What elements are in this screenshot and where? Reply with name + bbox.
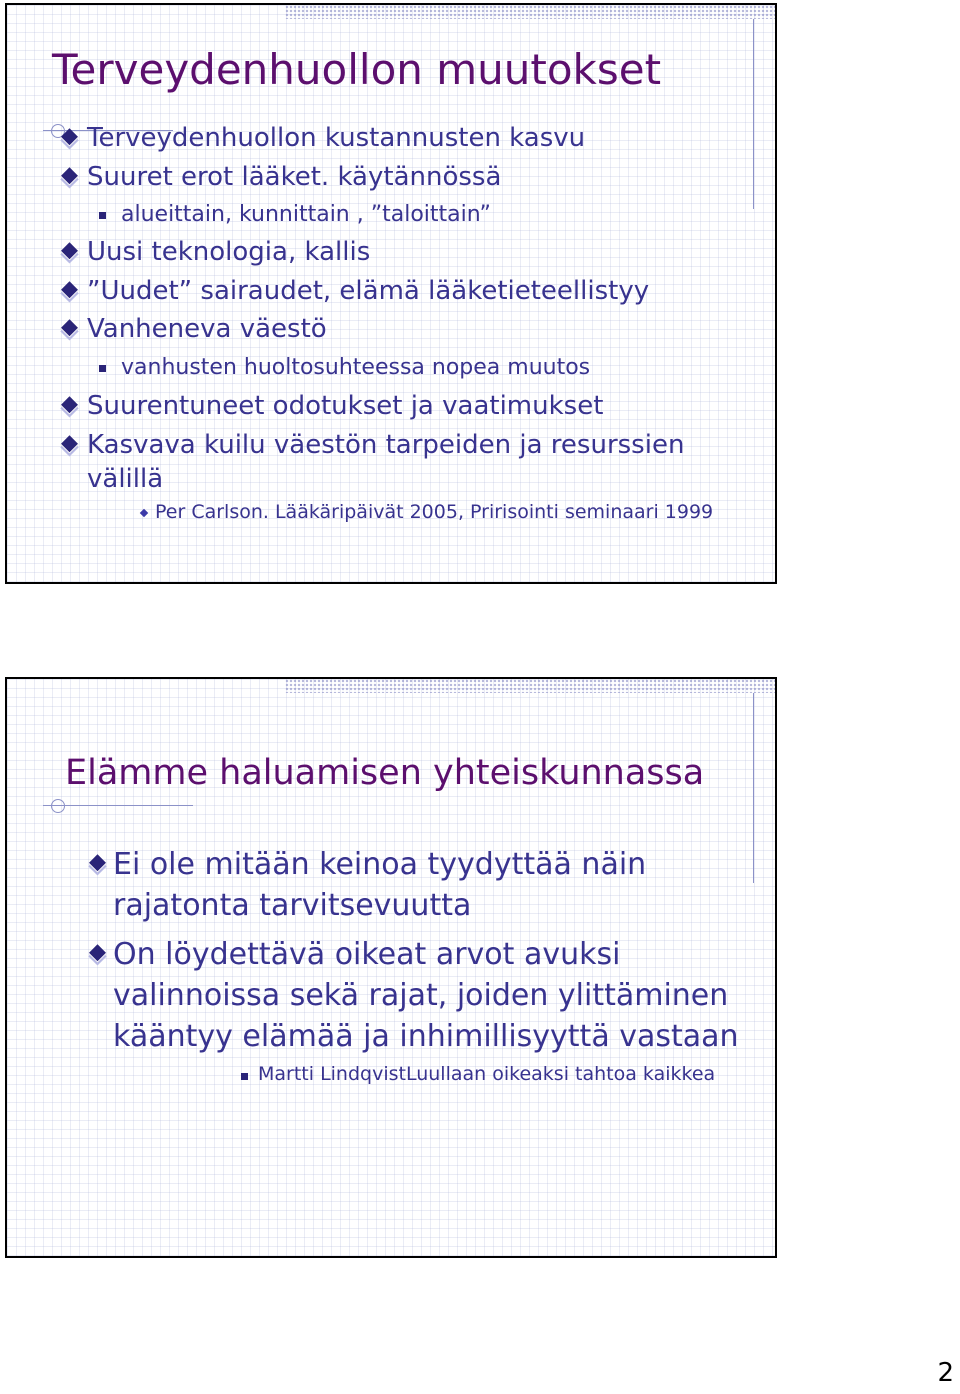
page-number: 2 (937, 1358, 954, 1388)
list-subitem: vanhusten huoltosuhteessa nopea muutos (121, 355, 591, 380)
guide-line (753, 693, 754, 883)
list-item-continuation: rajatonta tarvitsevuutta (113, 888, 472, 923)
guide-line (43, 805, 193, 806)
list-item: Uusi teknologia, kallis (87, 237, 371, 267)
square-bullet-icon (241, 1073, 248, 1080)
square-bullet-icon (99, 212, 106, 219)
list-item-continuation: valinnoissa sekä rajat, joiden ylittäminen (113, 978, 729, 1013)
guide-line (753, 19, 754, 209)
square-bullet-icon (99, 365, 106, 372)
list-item: Suurentuneet odotukset ja vaatimukset (87, 391, 604, 421)
list-item: Vanheneva väestö (87, 314, 327, 344)
list-item: Suuret erot lääket. käytännössä (87, 162, 502, 192)
slide-title: Elämme haluamisen yhteiskunnassa (65, 753, 705, 793)
diamond-bullet-icon (60, 319, 78, 337)
list-item: ”Uudet” sairaudet, elämä lääketieteellistyy (87, 276, 650, 306)
list-subitem: alueittain, kunnittain , ”taloittain” (121, 202, 491, 227)
list-item: Kasvava kuilu väestön tarpeiden ja resurssien (87, 430, 685, 460)
list-item: Ei ole mitään keinoa tyydyttää näin (113, 847, 647, 882)
dot-band-decoration (285, 5, 775, 19)
citation: Per Carlson. Lääkäripäivät 2005, Pririsointi seminaari 1999 (155, 501, 714, 523)
diamond-bullet-icon (88, 944, 106, 962)
diamond-bullet-icon (60, 281, 78, 299)
dot-band-decoration (285, 679, 775, 693)
list-item-continuation: kääntyy elämää ja inhimillisyyttä vastaan (113, 1019, 739, 1054)
citation: Martti LindqvistLuullaan oikeaksi tahtoa kaikkea (258, 1063, 716, 1085)
diamond-bullet-icon (88, 854, 106, 872)
slide-1 (5, 3, 777, 584)
slide-2 (5, 677, 777, 1258)
list-item-continuation: välillä (87, 464, 164, 494)
small-diamond-bullet-icon (140, 509, 148, 517)
diamond-bullet-icon (60, 396, 78, 414)
list-item: On löydettävä oikeat arvot avuksi (113, 937, 621, 972)
diamond-bullet-icon (60, 167, 78, 185)
slide-title: Terveydenhuollon muutokset (52, 45, 662, 94)
diamond-bullet-icon (60, 435, 78, 453)
list-item: Terveydenhuollon kustannusten kasvu (87, 123, 586, 153)
diamond-bullet-icon (60, 242, 78, 260)
crosshair-decoration (51, 799, 65, 813)
